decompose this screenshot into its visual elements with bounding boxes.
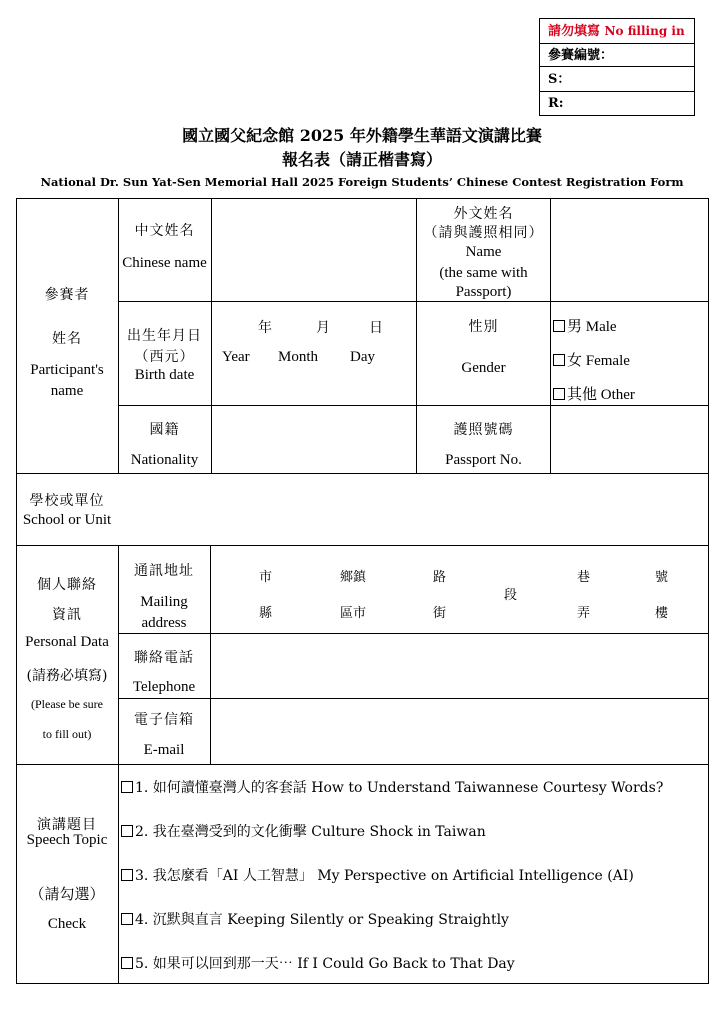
topic-check-zh: （請勾選）: [29, 885, 105, 903]
school-label-en: School or Unit: [22, 512, 112, 528]
year-en: Year: [222, 349, 250, 365]
form-subtitle: 報名表（請正楷書寫）: [281, 150, 442, 169]
contact-note-en-1: (Please be sure: [31, 697, 103, 711]
warning-en: No filling in: [604, 24, 685, 38]
participant-label-zh2: 姓名: [52, 331, 82, 347]
day-zh: 日: [369, 320, 383, 336]
contact-label-zh2: 資訊: [52, 607, 82, 623]
foreign-name-note-en: (the same with Passport): [439, 265, 528, 300]
topic-label-en: Speech Topic: [26, 832, 108, 848]
topic-option-2[interactable]: 2. 我在臺灣受到的文化衝擊 Culture Shock in Taiwan: [121, 821, 486, 841]
school-field[interactable]: [119, 474, 708, 545]
addr-township: 鄉鎮: [340, 570, 367, 585]
birth-label-zh: 出生年月日: [127, 328, 202, 344]
addr-lane: 巷: [577, 570, 591, 585]
birth-date-field[interactable]: [212, 302, 416, 405]
addr-county: 縣: [259, 606, 273, 621]
topic-option-1[interactable]: 1. 如何讀懂臺灣人的客套話 How to Understand Taiwannese Courtesy Words?: [121, 777, 663, 797]
birth-label-zh-note: （西元）: [134, 349, 195, 365]
checkbox-icon[interactable]: [553, 354, 565, 366]
telephone-label-zh: 聯絡電話: [134, 650, 194, 666]
mailing-label-en: Mailing address: [140, 594, 188, 631]
warning-zh: 請勿填寫: [548, 24, 601, 39]
r-field[interactable]: R:: [548, 96, 564, 111]
day-en: Day: [350, 349, 375, 365]
entry-number-label: 參賽編號：: [540, 44, 694, 67]
checkbox-icon[interactable]: [121, 957, 133, 969]
birth-label-en: Birth date: [134, 367, 195, 383]
telephone-field[interactable]: [211, 634, 708, 698]
email-field[interactable]: [211, 699, 708, 764]
passport-label-en: Passport No.: [445, 452, 522, 468]
contact-label-en: Personal Data: [25, 634, 109, 650]
office-use-box: [539, 18, 695, 116]
addr-road: 路: [433, 570, 447, 585]
topic-option-4[interactable]: 4. 沉默與直言 Keeping Silently or Speaking Straightly: [121, 909, 509, 929]
gender-option-male[interactable]: 男 Male: [553, 315, 617, 336]
form-title: 國立國父紀念館 2025 年外籍學生華語文演講比賽: [182, 126, 542, 145]
month-en: Month: [278, 349, 319, 365]
foreign-name-label-zh: 外文姓名: [453, 206, 514, 222]
foreign-name-field[interactable]: [551, 199, 708, 301]
gender-option-other[interactable]: 其他 Other: [553, 383, 635, 404]
checkbox-icon[interactable]: [121, 781, 133, 793]
checkbox-icon[interactable]: [553, 320, 565, 332]
checkbox-icon[interactable]: [121, 913, 133, 925]
addr-number: 號: [655, 570, 669, 585]
gender-option-female[interactable]: 女 Female: [553, 349, 630, 370]
form-title-en: National Dr. Sun Yat-Sen Memorial Hall 2025 Foreign Students’ Chinese Contest Registration Form: [40, 175, 684, 189]
mailing-address-field[interactable]: [211, 546, 708, 633]
passport-field[interactable]: [551, 406, 708, 473]
nationality-label-zh: 國籍: [149, 422, 180, 438]
foreign-name-label-en: Name: [465, 244, 502, 260]
topic-option-5[interactable]: 5. 如果可以回到那一天⋯ If I Could Go Back to That Day: [121, 953, 515, 973]
telephone-label-en: Telephone: [132, 679, 196, 695]
school-label-zh: 學校或單位: [29, 493, 105, 509]
addr-floor: 樓: [655, 606, 669, 621]
checkbox-icon[interactable]: [553, 388, 565, 400]
contact-note-en-2: to fill out): [42, 727, 92, 741]
nationality-label-en: Nationality: [130, 452, 199, 468]
email-label-en: E-mail: [143, 742, 185, 758]
s-field[interactable]: S：: [540, 67, 694, 92]
checkbox-icon[interactable]: [121, 825, 133, 837]
nationality-field[interactable]: [212, 406, 416, 473]
addr-district: 區市: [340, 606, 367, 621]
addr-alley: 弄: [577, 606, 591, 621]
office-warning: [540, 19, 694, 44]
addr-street: 街: [433, 606, 447, 621]
foreign-name-note-zh: （請與護照相同）: [423, 225, 544, 241]
addr-section: 段: [504, 588, 518, 603]
topic-check-en: Check: [47, 916, 87, 932]
topic-label-zh: 演講題目: [37, 817, 97, 833]
gender-label-en: Gender: [461, 360, 506, 376]
participant-label-en: Participant's name: [30, 362, 104, 399]
contact-label-zh1: 個人聯絡: [37, 577, 97, 593]
month-zh: 月: [316, 320, 330, 336]
mailing-label-zh: 通訊地址: [134, 563, 194, 579]
chinese-name-label-en: Chinese name: [122, 255, 207, 271]
contact-label-zh3: (請務必填寫): [26, 668, 108, 684]
chinese-name-label-zh: 中文姓名: [134, 223, 195, 239]
gender-label-zh: 性別: [468, 319, 499, 335]
topic-option-3[interactable]: 3. 我怎麼看「AI 人工智慧」 My Perspective on Artificial Intelligence (AI): [121, 865, 634, 885]
checkbox-icon[interactable]: [121, 869, 133, 881]
chinese-name-field[interactable]: [212, 199, 416, 301]
year-zh: 年: [258, 320, 272, 336]
addr-city: 市: [259, 570, 273, 585]
passport-label-zh: 護照號碼: [453, 422, 514, 438]
participant-label-zh1: 參賽者: [44, 287, 90, 303]
email-label-zh: 電子信箱: [134, 712, 194, 728]
